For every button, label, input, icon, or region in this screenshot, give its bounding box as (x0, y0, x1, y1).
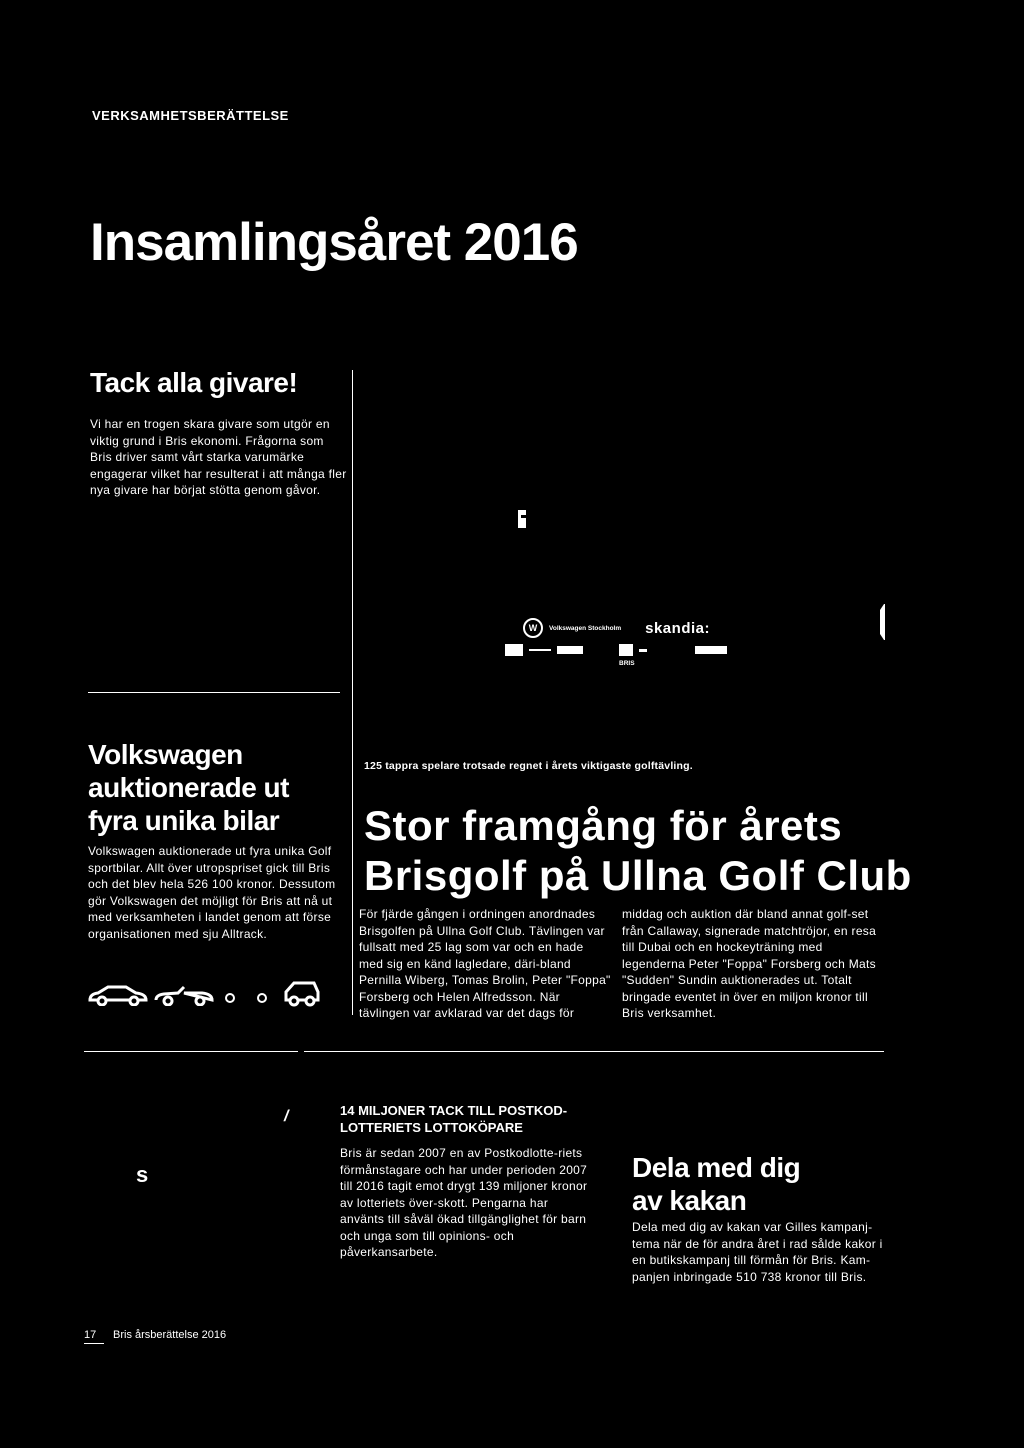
wheel-icon (224, 992, 236, 1004)
sponsor-logo-block (619, 644, 633, 656)
golf-title-line: Brisgolf på Ullna Golf Club (364, 852, 912, 899)
volkswagen-title-line: fyra unika bilar (88, 805, 280, 836)
volkswagen-title (88, 738, 289, 837)
golf-body-col2: middag och auktion där bland annat golf-set från Callaway, signerade matchtröjor, en resa till Dubai och en hockeyträning med legenderna Peter "Foppa" Forsberg och Mats "Sudden" Sundin auktionerades ut. Totalt bringade eventet in över en miljon kronor till Bris verksamhet. (622, 907, 877, 1020)
kakan-title-line: av kakan (632, 1185, 747, 1216)
sponsor-logo-line (639, 649, 647, 652)
sponsor-board (505, 618, 775, 698)
volkswagen-title-line: auktionerade ut (88, 772, 289, 803)
golf-title (364, 801, 924, 901)
sponsor-logo-block (557, 646, 583, 654)
footer-rule (84, 1343, 104, 1344)
sponsor-logo-block (695, 646, 727, 654)
page-title: Insamlingsåret 2016 (90, 213, 578, 272)
sponsor-bris: BRIS (619, 660, 635, 667)
car-icon (88, 984, 148, 1006)
kakan-body: Dela med dig av kakan var Gilles kampanj-tema när de för andra året i rad sålde kakor i en butikskampanj till förmån för Bris. Kam-panjen inbringade 510 738 kronor till Bris. (632, 1220, 883, 1284)
wheel-icon (256, 992, 268, 1004)
golf-body-col1: För fjärde gången i ordningen anordnades Brisgolfen på Ullna Golf Club. Tävlingen var fullsatt med 25 lag som var och en hade med sig en känd lagledare, däri-bland Pernilla Wiberg, Tomas Brolin, Peter "Foppa" Forsberg och Helen Alfredsson. När tävlingen var avklarad var det dags för (359, 907, 611, 1020)
golf-title-line: Stor framgång för årets (364, 802, 843, 849)
convertible-car-icon (154, 984, 214, 1006)
divider (84, 1051, 298, 1052)
divider (88, 692, 340, 693)
postkod-body: Bris är sedan 2007 en av Postkodlotte-riets förmånstagare och har under perioden 2007 till 2016 tagit emot drygt 139 miljoner kronor av lotteriets över-skott. Pengarna har använts till såväl ökad tillgänglighet för barn och unga som till opinions- och påverkansarbete. (340, 1146, 588, 1259)
column-divider (352, 370, 353, 1015)
divider (304, 1051, 884, 1052)
thanks-body: Vi har en trogen skara givare som utgör en viktig grund i Bris ekonomi. Frågorna som Bris driver samt vårt starka varumärke engagerar vilket har resulterat i att många fler nya givare har börjat stötta genom gåvor. (90, 417, 347, 497)
kakan-title-line: Dela med dig (632, 1152, 801, 1183)
car-icons (88, 980, 328, 1010)
page-number: 17 (84, 1329, 97, 1341)
thanks-title: Tack alla givare! (90, 367, 298, 398)
volkswagen-title-line: Volkswagen (88, 739, 243, 770)
fragment-s: s (136, 1162, 149, 1187)
sponsor-vw-stockholm: Volkswagen Stockholm (549, 624, 622, 632)
section-label: VERKSAMHETSBERÄTTELSE (92, 108, 289, 123)
fragment-slash: / (284, 1108, 289, 1125)
sponsor-skandia: skandia: (645, 619, 710, 637)
photo-fragment (517, 508, 527, 530)
volkswagen-logo-icon: W (523, 618, 543, 638)
sponsor-logo-block (505, 644, 523, 656)
volkswagen-body: Volkswagen auktionerade ut fyra unika Golf sportbilar. Allt över utropspriset gick till Bris och det blev hela 526 100 kronor. Dessutom gör Volkswagen det möjligt för Bris att nå ut med verksamheten i landet genom att förse organisationen med sju Alltrack. (88, 844, 336, 941)
golf-photo-caption: 125 tappra spelare trotsade regnet i årets viktigaste golftävling. (364, 760, 693, 772)
kakan-title (632, 1151, 800, 1217)
sponsor-logo-line (529, 649, 551, 651)
hatchback-car-icon (284, 980, 320, 1008)
postkod-title: 14 MILJONER TACK TILL POSTKOD-LOTTERIETS LOTTOKÖPARE (340, 1103, 568, 1135)
footer-title: Bris årsberättelse 2016 (113, 1329, 227, 1341)
photo-fragment-right (878, 604, 886, 640)
